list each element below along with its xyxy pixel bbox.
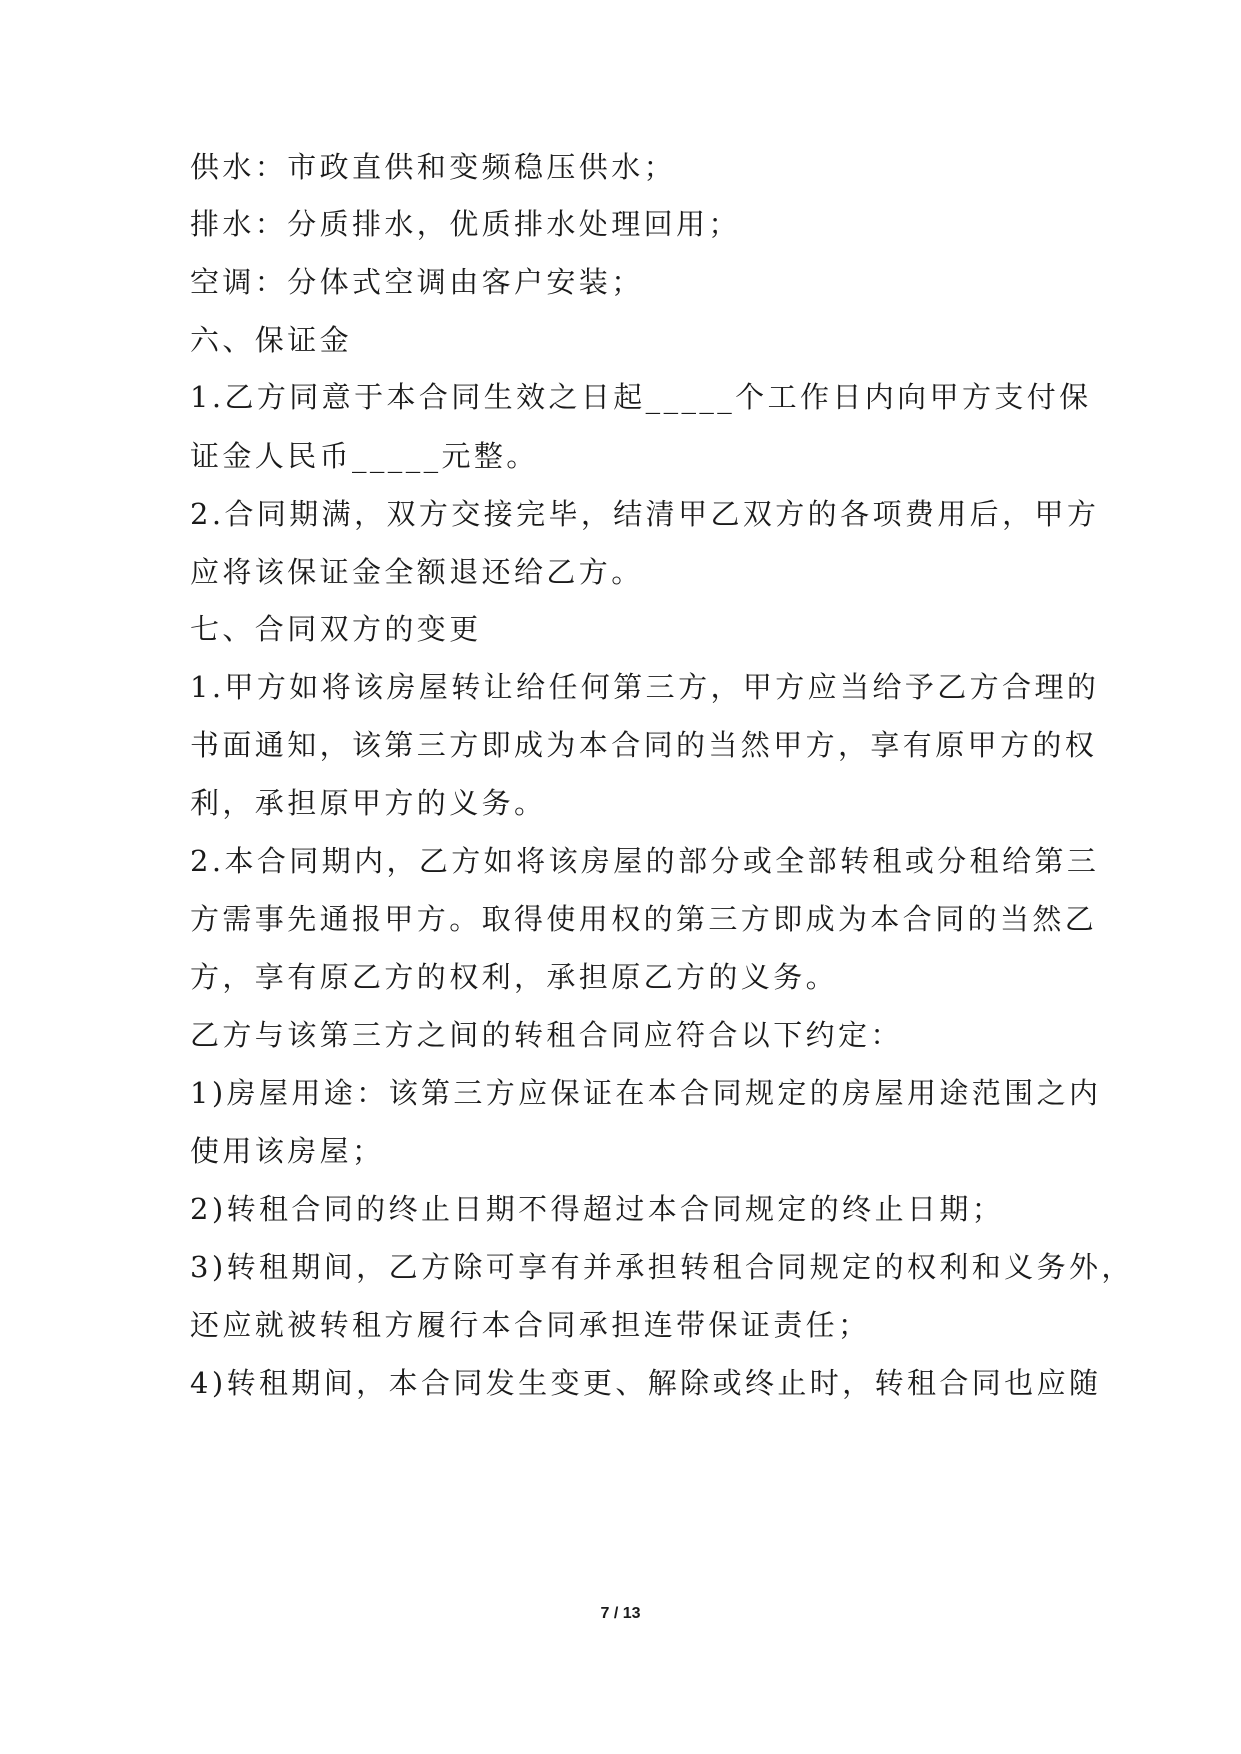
- page-number: 7 / 13: [600, 1605, 641, 1622]
- text-line: 方需事先通报甲方。取得使用权的第三方即成为本合同的当然乙: [190, 902, 1098, 936]
- text-line: 书面通知，该第三方即成为本合同的当然甲方，享有原甲方的权: [190, 728, 1098, 762]
- text-line: 证金人民币_____元整。: [190, 439, 539, 473]
- text-line: 1.乙方同意于本合同生效之日起_____个工作日内向甲方支付保: [190, 380, 1092, 414]
- text-line: 1.甲方如将该房屋转让给任何第三方，甲方应当给予乙方合理的: [190, 670, 1100, 704]
- text-line: 2.合同期满，双方交接完毕，结清甲乙双方的各项费用后，甲方: [190, 497, 1100, 531]
- text-line: 利，承担原甲方的义务。: [190, 786, 547, 820]
- section-heading: 六、保证金: [190, 323, 353, 357]
- text-line: 供水：市政直供和变频稳压供水；: [190, 150, 677, 184]
- text-line: 空调：分体式空调由客户安装；: [190, 265, 644, 299]
- text-line: 2)转租合同的终止日期不得超过本合同规定的终止日期；: [190, 1192, 1005, 1226]
- text-line: 1)房屋用途：该第三方应保证在本合同规定的房屋用途范围之内: [190, 1076, 1102, 1110]
- text-line: 应将该保证金全额退还给乙方。: [190, 555, 644, 589]
- text-line: 方，享有原乙方的权利，承担原乙方的义务。: [190, 960, 839, 994]
- section-heading: 七、合同双方的变更: [190, 612, 482, 646]
- text-line: 使用该房屋；: [190, 1134, 385, 1168]
- text-line: 乙方与该第三方之间的转租合同应符合以下约定：: [190, 1018, 903, 1052]
- text-line: 4)转租期间，本合同发生变更、解除或终止时，转租合同也应随: [190, 1366, 1102, 1400]
- text-line: 还应就被转租方履行本合同承担连带保证责任；: [190, 1308, 871, 1342]
- text-line: 3)转租期间，乙方除可享有并承担转租合同规定的权利和义务外，: [190, 1250, 1134, 1284]
- text-line: 2.本合同期内，乙方如将该房屋的部分或全部转租或分租给第三: [190, 844, 1100, 878]
- text-line: 排水：分质排水，优质排水处理回用；: [190, 207, 741, 241]
